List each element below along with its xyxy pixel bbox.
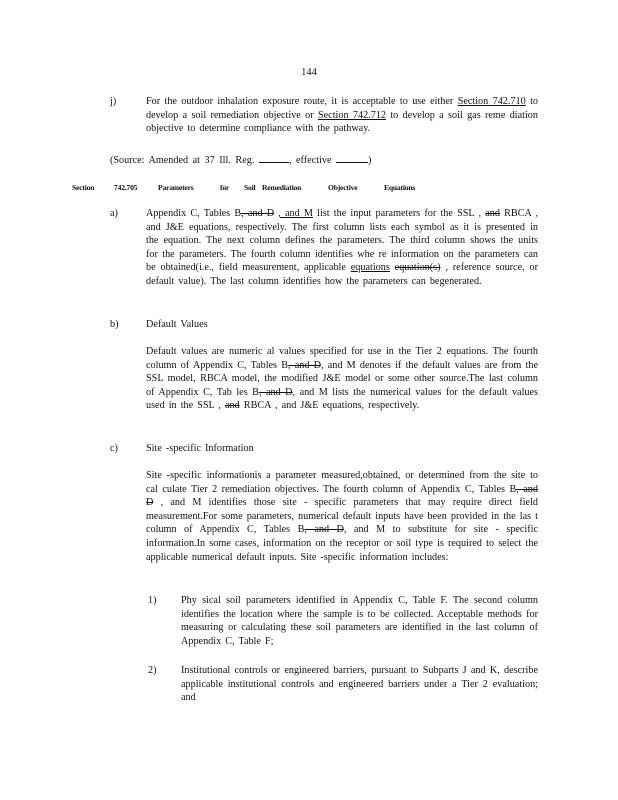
source-note-suffix: ) bbox=[368, 155, 372, 166]
page-number: 144 bbox=[301, 67, 317, 78]
item-label-b: b) bbox=[110, 319, 119, 330]
paragraph-b-deleted-3: and bbox=[225, 400, 240, 412]
source-note-prefix: (Source: Amended at 37 Ill. Reg. bbox=[110, 155, 255, 166]
paragraph-a-text-3: list the input parameters for the SSL , bbox=[312, 208, 486, 219]
item-label-1: 1) bbox=[148, 595, 157, 606]
paragraph-j-inserted-2: Section 742.712 bbox=[317, 109, 386, 121]
paragraph-b-deleted-2: , and D bbox=[258, 386, 293, 398]
paragraph-c-deleted-2: , and D bbox=[304, 524, 344, 536]
paragraph-b-title: Default Values bbox=[146, 319, 208, 330]
paragraph-a-text-4: RBCA , and J&E equations, respectively. The first column lists each symbol as it is presented in the equation. The next column defines the parameters. The third column shows the units for the parameters. The fourth column identifies whe re information on the parameters can be obtained(i.e., field measurement, applicable bbox=[146, 208, 539, 274]
heading-word-4: Remediation bbox=[262, 183, 302, 192]
paragraph-b-text-3: , and M lists the numerical values for the default values used in the SSL , bbox=[146, 386, 538, 412]
source-note-blank-1 bbox=[259, 152, 289, 163]
paragraph-j bbox=[146, 95, 538, 136]
paragraph-j-text-3: to develop a soil gas reme diation objective to determine compliance with the pathway. bbox=[146, 109, 538, 135]
item-label-2: 2) bbox=[148, 665, 157, 676]
heading-section-number: 742.705 bbox=[114, 183, 138, 192]
paragraph-j-text-2: to develop a soil remediation objective or bbox=[146, 96, 538, 121]
heading-word-1: Parameters bbox=[158, 183, 194, 192]
paragraph-c-text-1: Site -specific informationis a parameter measured,obtained, or determined from the site to cal culate Tier 2 remediation objectives. The fourth column of Appendix C, Tables B bbox=[146, 470, 538, 495]
paragraph-a-text-6: , reference source, or default value). The last column identifies how the parameters can begenerated. bbox=[146, 262, 538, 287]
paragraph-c bbox=[146, 469, 538, 564]
paragraph-a-inserted-1: , and M bbox=[278, 208, 313, 219]
paragraph-j-inserted-1: Section 742.710 bbox=[457, 96, 526, 107]
paragraph-b-text-2: , and M denotes if the default values are from the SSL model, RBCA model, the modified J&E model or some other source.The last column of Appendix C, Tab les B bbox=[146, 359, 538, 398]
paragraph-a-deleted-2: and bbox=[485, 208, 500, 219]
paragraph-j-text-1: For the outdoor inhalation exposure route, it is acceptable to use either bbox=[146, 96, 458, 107]
paragraph-b bbox=[146, 345, 538, 413]
heading-word-2: for bbox=[220, 183, 230, 192]
paragraph-c-text-3: , and M to substitute for site - specific information.In some cases, information on the receptor or soil type is required to select the applicable numerical default inputs. Site -specific information includes: bbox=[146, 524, 539, 563]
paragraph-b-text-1: Default values are numeric al values specified for use in the Tier 2 equations. The fourth column of Appendix C, Tables B bbox=[146, 346, 538, 371]
heading-word-5: Objective bbox=[328, 183, 358, 192]
source-note-middle: , effective bbox=[288, 155, 332, 166]
sub-item-1: Phy sical soil parameters identified in Appendix C, Table F. The second column identifies the location where the sample is to be collected. Acceptable methods for measuring or calculating these soil parameters are identified in the last column of Appendix C, Table F; bbox=[181, 595, 538, 647]
paragraph-a bbox=[146, 207, 538, 289]
sub-item-2: Institutional controls or engineered barriers, pursuant to Subparts J and K, describe applicable institutional controls and engineered barriers under a Tier 2 evaluation; and bbox=[181, 665, 538, 704]
paragraph-a-deleted-1: , and D bbox=[241, 208, 275, 219]
paragraph-b-deleted-1: , and D bbox=[288, 359, 321, 371]
paragraph-a-text-1: Appendix C, Tables B bbox=[146, 208, 242, 219]
source-note-blank-2 bbox=[336, 152, 368, 163]
paragraph-b-text-4: RBCA , and J&E equations, respectively. bbox=[239, 400, 420, 412]
paragraph-c-text-2: , and M identifies those site - specific parameters that may require direct field measurement.For some parameters, numerical default inputs have been provided in the las t column of Appendix C, Tables B bbox=[146, 497, 538, 536]
item-label-c: c) bbox=[110, 443, 118, 454]
paragraph-c-title: Site -specific Information bbox=[146, 443, 254, 454]
paragraph-a-deleted-3: equation(s) bbox=[394, 262, 441, 274]
item-label-j: j) bbox=[110, 96, 117, 107]
paragraph-c-deleted-1: , and D bbox=[146, 483, 538, 509]
paragraph-a-inserted-2: equations bbox=[350, 262, 390, 274]
item-label-a: a) bbox=[110, 208, 118, 219]
heading-word-3: Soil bbox=[244, 183, 256, 192]
source-note bbox=[110, 152, 371, 168]
heading-section-word: Section bbox=[72, 183, 95, 192]
heading-word-6: Equations bbox=[384, 183, 416, 192]
